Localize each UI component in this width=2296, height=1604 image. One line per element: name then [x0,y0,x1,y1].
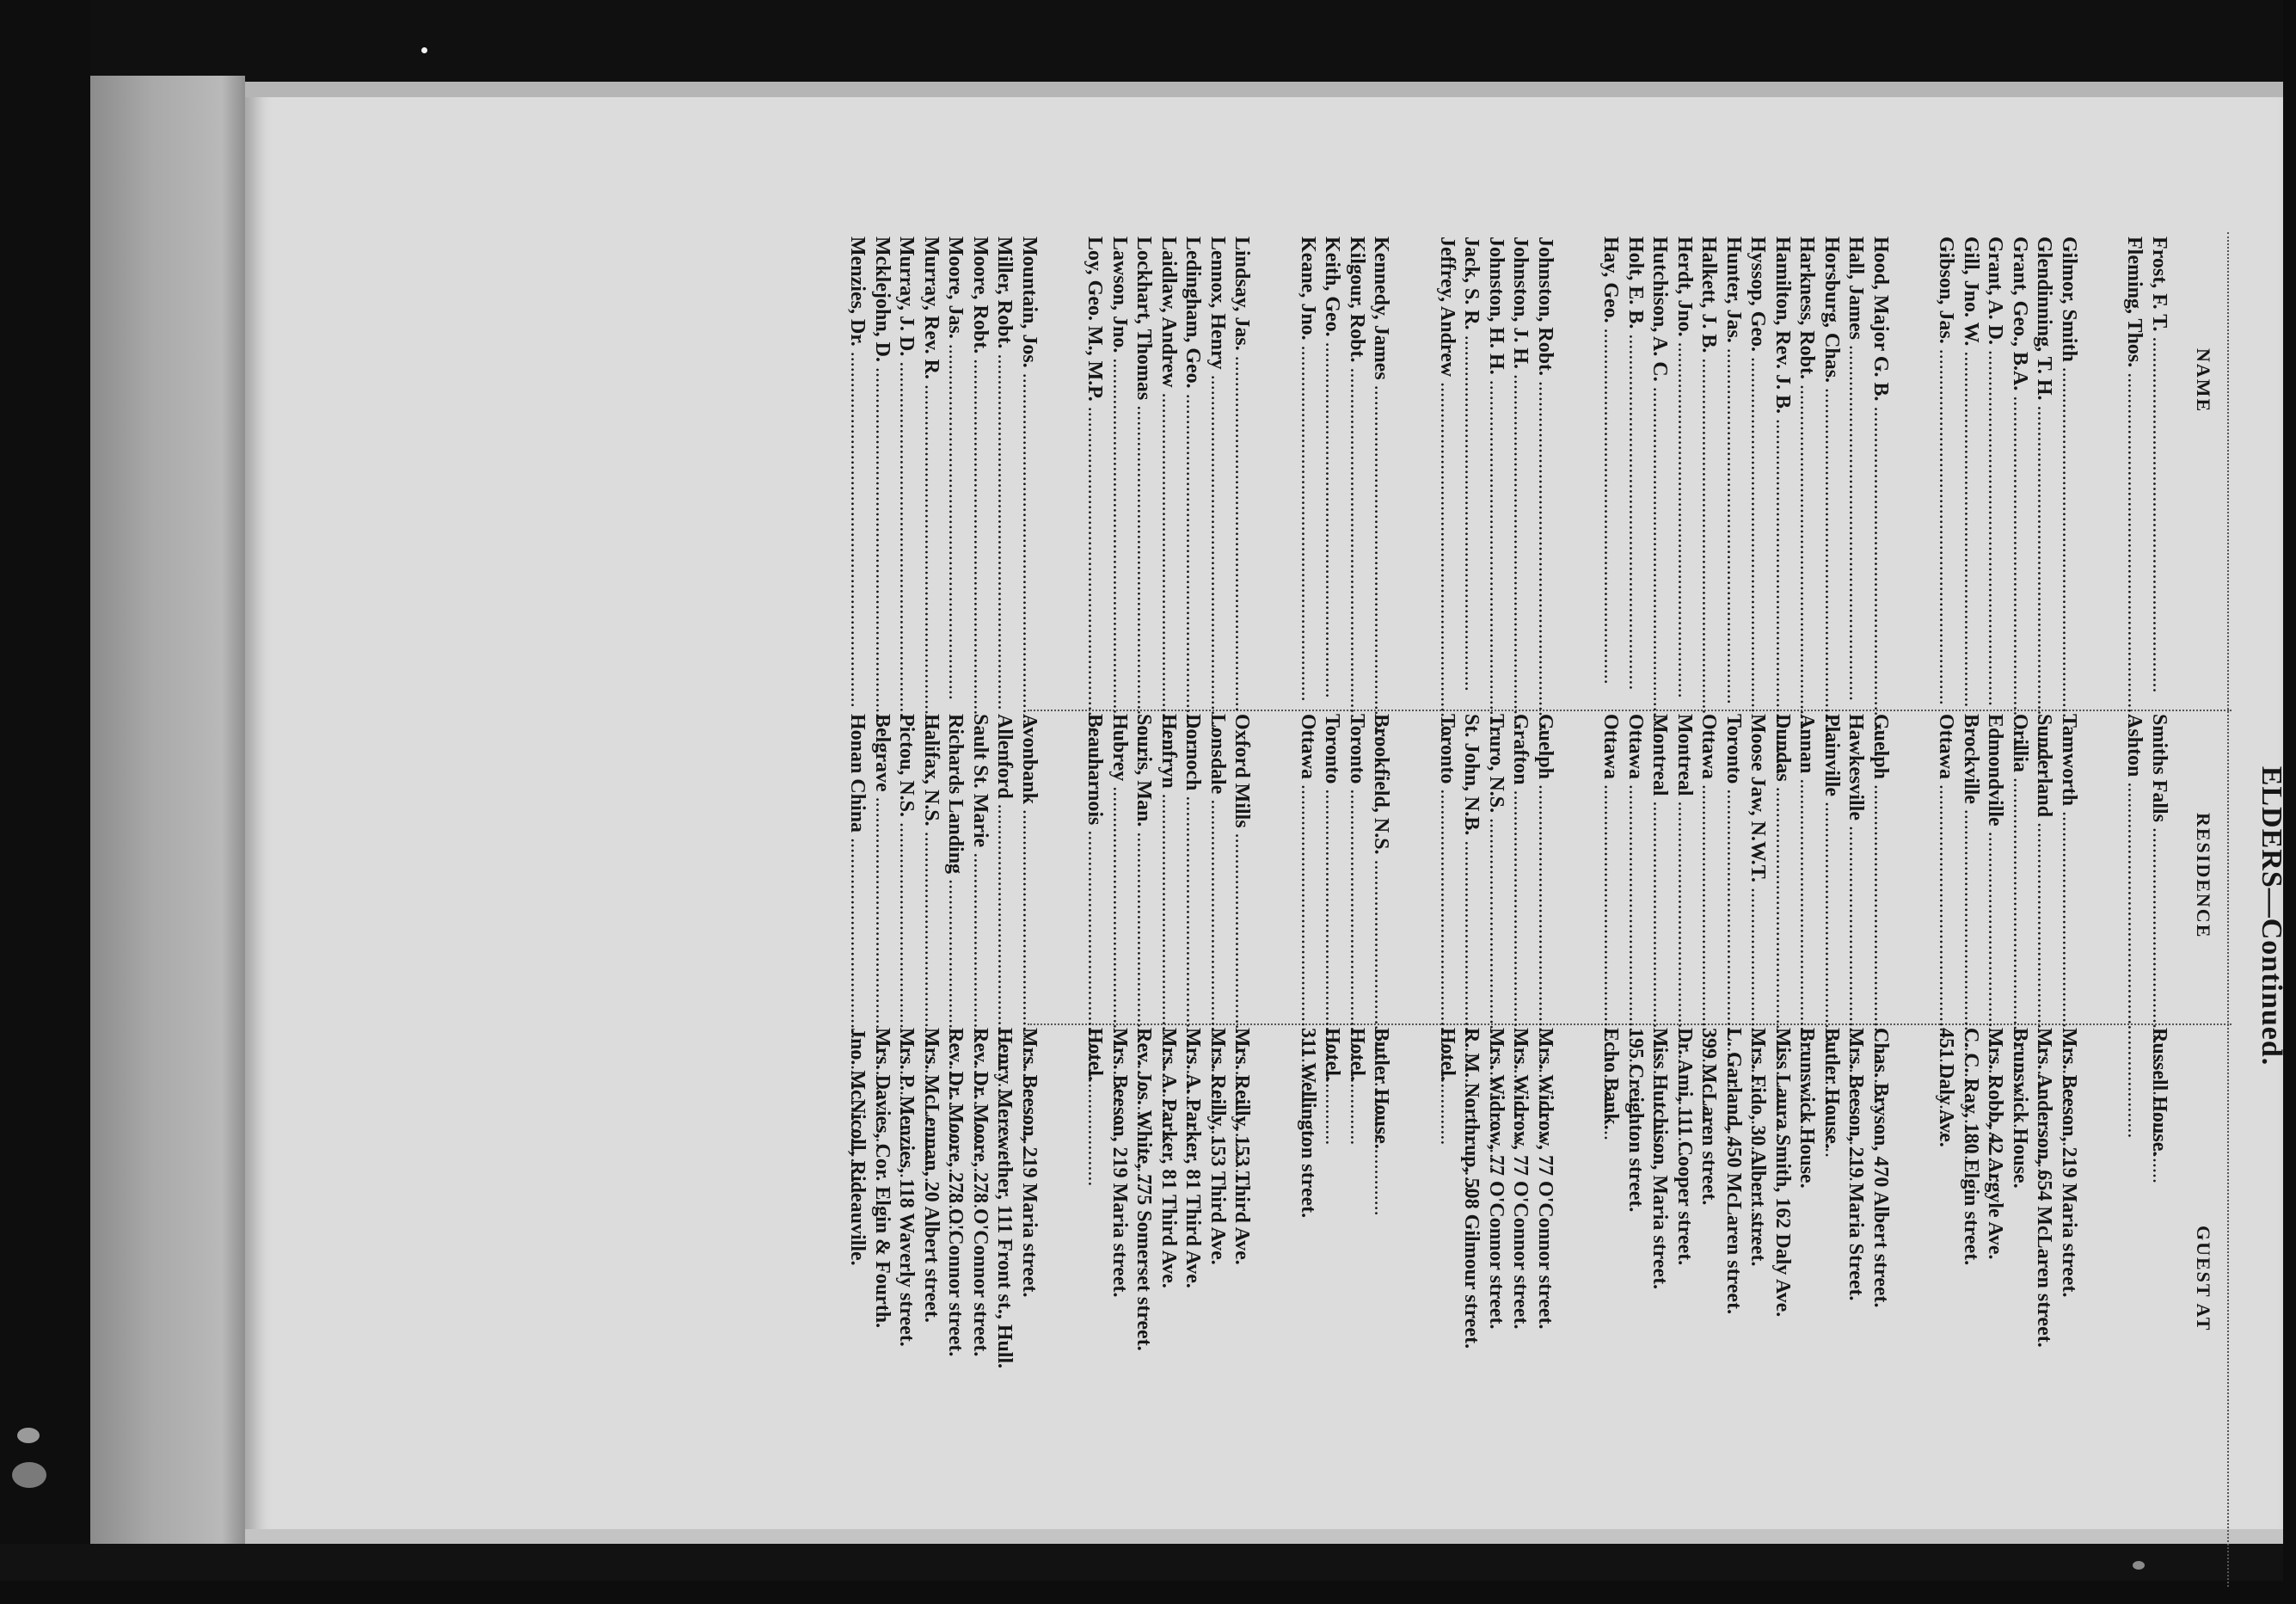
elder-residence: Tamworth ..... [2057,714,2081,1019]
elder-name: Lockhart, Thomas ..... [1133,237,1157,701]
elder-residence: Sunderland ..... [2033,714,2057,1019]
elder-residence: Toronto ..... [1722,714,1746,1019]
elder-name: Fleming, Thos. ..... [2123,237,2147,701]
elder-name: Halkett, J. B. ..... [1697,237,1722,701]
page-title: ELDERS—Continued. [2256,765,2287,1066]
elder-row [1624,228,1648,1604]
elder-guest-at: Hotel. [1346,1028,1368,1081]
elder-residence: Ashton ..... [2123,714,2147,1019]
elder-residence: Dornoch ..... [1182,714,1206,1019]
elder-guest-at: Mrs. McLennan, 20 Albert street. [920,1028,942,1323]
elder-guest-at: Mrs. A. Parker, 81 Third Ave. [1157,1028,1180,1288]
elder-row [1959,228,1984,1604]
elder-residence: Pictou, N.S. ..... [895,714,919,1019]
dust-speck [17,1428,40,1443]
elders-list [804,228,2171,1604]
elder-name: Keith, Geo. ..... [1321,237,1345,701]
elder-row [2008,228,2033,1604]
elder-guest-at: Mrs. Beeson, 219 Maria street. [1108,1028,1131,1298]
elder-guest-at: 311 Wellington street. [1297,1028,1319,1219]
elder-residence: Ottawa ..... [1935,714,1959,1019]
elder-name: Johnston, H. H. ..... [1484,237,1508,701]
elder-residence: Ottawa ..... [1697,714,1722,1019]
letter-group [1934,228,2081,1604]
elder-name: Mountain, Jos. ..... [1017,237,1041,701]
elder-guest-at: 195 Creighton street. [1624,1028,1647,1213]
elder-guest-at: Brunswick House. [2009,1028,2031,1189]
elder-row [1435,228,1460,1604]
elder-guest-at: Mrs. Reilly, 153 Third Ave. [1231,1028,1254,1265]
elder-residence: Souris, Man. ..... [1133,714,1157,1019]
elder-guest-at: Mrs. Anderson, 654 McLaren street. [2033,1028,2056,1348]
elder-residence: Sault St. Marie ..... [968,714,992,1019]
elder-guest-at: Hotel. [1436,1028,1458,1081]
elder-row [1320,228,1345,1604]
elder-residence: Belgrave ..... [870,714,894,1019]
elder-name: Lawson, Jno. ..... [1108,237,1132,701]
letter-group [1296,228,1394,1604]
elder-residence: Toronto ..... [1435,714,1459,1019]
elder-name: Herdt, Jno. ..... [1673,237,1697,701]
elder-row [919,228,944,1604]
elder-row [1722,228,1747,1604]
elder-residence: Brookfield, N.S. ..... [1370,714,1394,1019]
letter-group [1083,228,1255,1604]
elder-residence: Honan China ..... [846,714,870,1019]
elder-row [1181,228,1206,1604]
elder-guest-at: Mrs. Beeson, 219 Maria street. [2058,1028,2080,1298]
elder-residence: Toronto ..... [1321,714,1345,1019]
elder-row [1648,228,1673,1604]
elder-name: Hood, Major G. B. ..... [1869,237,1893,701]
elder-residence: Plainville ..... [1820,714,1844,1019]
elder-row [894,228,919,1604]
elder-residence: Hawkesville ..... [1845,714,1869,1019]
elder-guest-at: Jno. McNicoll, Rideauville. [846,1028,869,1266]
elder-guest-at: Mrs. Widrow, 77 O'Connor street. [1485,1028,1507,1330]
elder-residence: Henfryn ..... [1157,714,1181,1019]
elder-residence: Hubrey ..... [1108,714,1132,1019]
elder-row [1459,228,1484,1604]
elder-residence: Guelph ..... [1533,714,1557,1019]
elder-name: Hay, Geo. ..... [1599,237,1624,701]
column-header-guest-at: GUEST AT [2193,1226,2214,1332]
elder-name: Moore, Robt. ..... [968,237,992,701]
elder-name: Hunter, Jas. ..... [1722,237,1746,701]
elder-row [1230,228,1255,1604]
letter-group [2122,228,2171,1604]
elder-row [1934,228,1959,1604]
elder-residence: Avonbank ..... [1017,714,1041,1019]
elder-row [870,228,895,1604]
elder-row [1869,228,1894,1604]
elder-name: Jeffrey, Andrew ..... [1435,237,1459,701]
elder-guest-at: Mrs. Beeson, 219 Maria street. [1018,1028,1041,1298]
elder-guest-at: 451 Daly Ave. [1935,1028,1958,1147]
rotated-document [542,228,2296,1604]
elder-row [992,228,1017,1604]
elder-guest-at: Mrs. P. Menzies, 118 Waverly street. [895,1028,918,1347]
elder-row [1771,228,1796,1604]
elder-name: Glendinning, T. H. ..... [2033,237,2057,701]
elder-guest-at: Miss Hutchison, Maria street. [1648,1028,1672,1290]
elder-residence: Richards Landing ..... [944,714,968,1019]
elder-name: Murray, Rev. R. ..... [919,237,943,701]
elder-residence: Montreal ..... [1648,714,1673,1019]
elder-name: Menzies, Dr. ..... [846,237,870,701]
letter-group [1435,228,1558,1604]
elder-name: Grant, A. D. ..... [1984,237,2008,701]
page-edge-top [245,82,2283,97]
elder-name: Murray, J. D. ..... [895,237,919,701]
elder-residence: Smiths Falls ..... [2147,714,2171,1019]
elder-name: Loy, Geo. M., M.P. ..... [1084,237,1108,701]
header-divider [2227,232,2229,1587]
elder-residence: Grafton ..... [1509,714,1533,1019]
elder-name: Laidlaw, Andrew ..... [1157,237,1181,701]
elder-guest-at: Rev. Dr. Moore, 278 O'Connor street. [969,1028,991,1357]
elder-row [1795,228,1820,1604]
elder-row [845,228,870,1604]
elder-residence: Toronto ..... [1345,714,1369,1019]
elder-row [2057,228,2082,1604]
elder-guest-at: Miss Laura Smith, 162 Daly Ave. [1771,1028,1794,1318]
elder-guest-at: Mrs. Widrow, 77 O'Connor street. [1534,1028,1556,1330]
elder-residence: Annan ..... [1796,714,1820,1019]
elder-residence: Ottawa ..... [1296,714,1320,1019]
elder-guest-at: Chas. Bryson, 470 Albert street. [1869,1028,1892,1308]
elder-residence: Moose Jaw, N.W.T. ..... [1747,714,1771,1019]
elder-row [968,228,993,1604]
elder-guest-at: Brunswick House. [1796,1028,1819,1189]
elder-row [943,228,968,1604]
elder-guest-at: Rev. Dr. Moore, 278 O'Connor street. [944,1028,967,1357]
elder-row [1083,228,1108,1604]
elder-residence: Montreal ..... [1673,714,1697,1019]
elder-guest-at: Henry Merewether, 111 Front st., Hull. [993,1028,1016,1369]
scan-border-left [0,0,90,1581]
elder-guest-at: Mrs. A. Parker, 81 Third Ave. [1182,1028,1205,1288]
elder-guest-at: Butler House. [1820,1028,1843,1149]
elder-guest-at: Dr. Ami, 111 Cooper street. [1673,1028,1696,1266]
elder-guest-at: L. Garland, 450 McLaren street. [1722,1028,1745,1315]
column-header-name: NAME [2193,348,2214,414]
elder-name: Horsburg, Chas. ..... [1820,237,1844,701]
elder-guest-at: Mrs. Beeson, 219 Maria Street. [1845,1028,1868,1301]
elder-name: Hall, James ..... [1845,237,1869,701]
elder-residence: Lonsdale ..... [1206,714,1230,1019]
elder-name: Hyssop, Geo. ..... [1747,237,1771,701]
elder-residence: Orillia ..... [2008,714,2032,1019]
elder-row [1533,228,1558,1604]
elder-guest-at: Mrs. Fido, 30 Albert street. [1747,1028,1770,1267]
elder-guest-at: 399 McLaren street. [1697,1028,1721,1206]
elder-guest-at: C. C. Ray, 180 Elgin street. [1960,1028,1982,1266]
elder-row [1484,228,1509,1604]
scan-border-top [0,0,2283,82]
elder-residence: Ottawa ..... [1599,714,1624,1019]
elder-name: Holt, E. B. ..... [1624,237,1648,701]
column-header-residence: RESIDENCE [2193,813,2214,939]
dust-speck [421,47,427,53]
elder-row [1820,228,1845,1604]
elder-row [1017,228,1042,1604]
elder-residence: Brockville ..... [1959,714,1983,1019]
elder-row [1345,228,1370,1604]
elder-guest-at: Echo Bank. [1599,1028,1623,1130]
elder-row [1746,228,1771,1604]
elder-row [2032,228,2057,1604]
elder-name: Hamilton, Rev. J. B. ..... [1771,237,1795,701]
elder-row [1697,228,1722,1604]
elder-name: Moore, Jas. ..... [944,237,968,701]
elder-guest-at: Rev. Jos. White, 775 Somerset street. [1133,1028,1156,1351]
elder-row [1844,228,1869,1604]
elder-residence: Halifax, N.S. ..... [919,714,943,1019]
elder-name: Hutchison, A. C. ..... [1648,237,1673,701]
elder-row [1157,228,1182,1604]
elder-residence: Edmondville ..... [1984,714,2008,1019]
elder-name: Kennedy, James ..... [1370,237,1394,701]
book-binding [90,76,245,1548]
elder-residence: Guelph ..... [1869,714,1893,1019]
elder-residence: Oxford Mills ..... [1231,714,1255,1019]
elder-residence: St. John, N.B. ..... [1460,714,1484,1019]
elder-row [1206,228,1231,1604]
elder-guest-at: Hotel. [1084,1028,1107,1081]
elder-guest-at: Mrs. Widrow, 77 O'Connor street. [1509,1028,1532,1330]
elder-row [1508,228,1533,1604]
elder-name: Johnston, J. H. ..... [1509,237,1533,701]
elder-guest-at: Mrs. Robb, 42 Argyle Ave. [1984,1028,2007,1260]
elder-residence: Allenford ..... [993,714,1017,1019]
elder-name: Frost, F. T. ..... [2147,237,2171,701]
elder-residence: Beauharnois ..... [1084,714,1108,1019]
elder-row [1673,228,1697,1604]
elder-guest-at: Mrs. Davies, Cor. Elgin & Fourth. [871,1028,893,1329]
elder-name: Johnston, Robt. ..... [1533,237,1557,701]
elder-residence: Truro, N.S. ..... [1484,714,1508,1019]
elder-guest-at: Russell House. [2148,1028,2170,1157]
elder-name: Kilgour, Robt. ..... [1345,237,1369,701]
letter-group [1599,228,1893,1604]
elder-residence: Ottawa ..... [1624,714,1648,1019]
elder-name: Gill, Jno. W. ..... [1959,237,1983,701]
elder-row [2147,228,2172,1604]
elder-residence: Dundas ..... [1771,714,1795,1019]
elder-guest-at: Hotel. [1321,1028,1344,1081]
elder-name: Mcklejohn, D. ..... [870,237,894,701]
elder-row [1296,228,1321,1604]
letter-group [845,228,1041,1604]
elder-row [1132,228,1157,1604]
elder-name: Jack, S. R. ..... [1460,237,1484,701]
elder-guest-at: R. M. Northrup, 508 Gilmour street. [1460,1028,1483,1349]
elder-name: Gibson, Jas. ..... [1935,237,1959,701]
dust-speck [12,1462,46,1488]
elder-name: Miller, Robt. ..... [993,237,1017,701]
elder-guest-at: Mrs. Reilly, 153 Third Ave. [1206,1028,1229,1265]
elder-name: Grant, Geo., B.A. ..... [2008,237,2032,701]
elder-name: Ledingham, Geo. ..... [1182,237,1206,701]
elder-name: Harkness, Robt. ..... [1796,237,1820,701]
elder-row [1599,228,1624,1604]
elder-name: Lindsay, Jas. ..... [1231,237,1255,701]
elder-row [1108,228,1133,1604]
elder-row [1369,228,1394,1604]
elder-guest-at: Butler House. [1370,1028,1393,1149]
elder-row [2122,228,2147,1604]
elder-name: Keane, Jno. ..... [1296,237,1320,701]
elder-name: Gilmor, Smith ..... [2057,237,2081,701]
elder-row [1983,228,2008,1604]
elder-name: Lennox, Henry ..... [1206,237,1230,701]
